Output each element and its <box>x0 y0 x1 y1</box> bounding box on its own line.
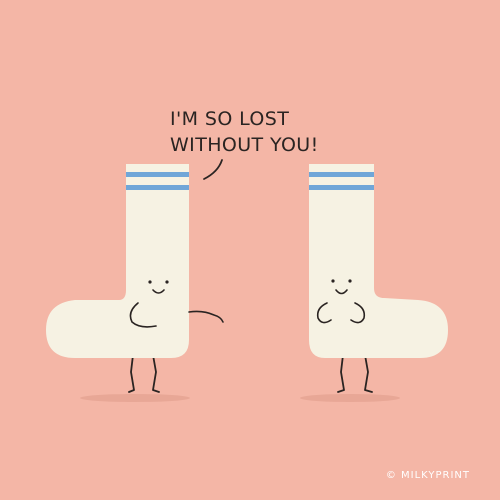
right-sock-leg-left <box>338 355 344 392</box>
right-sock-eye-right <box>348 279 351 282</box>
credit-watermark: © MILKYPRINT <box>385 470 470 481</box>
left-sock-leg-left <box>129 355 134 392</box>
right-sock-eye-left <box>331 279 334 282</box>
left-sock-eye-left <box>148 280 151 283</box>
speech-tail <box>204 160 222 179</box>
left-sock-stripe-top <box>126 172 189 177</box>
right-sock <box>309 164 448 392</box>
left-sock <box>46 164 223 392</box>
speech-line-1: I'M SO LOST <box>170 108 290 130</box>
left-sock-eye-right <box>165 280 168 283</box>
speech-text <box>170 106 330 158</box>
right-sock-stripe-bottom <box>309 185 374 190</box>
left-sock-stripe-bottom <box>126 185 189 190</box>
left-sock-body <box>46 164 189 358</box>
right-sock-stripe-top <box>309 172 374 177</box>
right-sock-body <box>309 164 448 358</box>
right-sock-leg-right <box>365 355 372 392</box>
left-sock-leg-right <box>153 355 159 392</box>
right-sock-shadow <box>300 394 400 402</box>
left-sock-shadow <box>80 394 190 402</box>
left-sock-arm-right <box>189 311 223 322</box>
speech-line-2: WITHOUT YOU! <box>170 134 319 156</box>
